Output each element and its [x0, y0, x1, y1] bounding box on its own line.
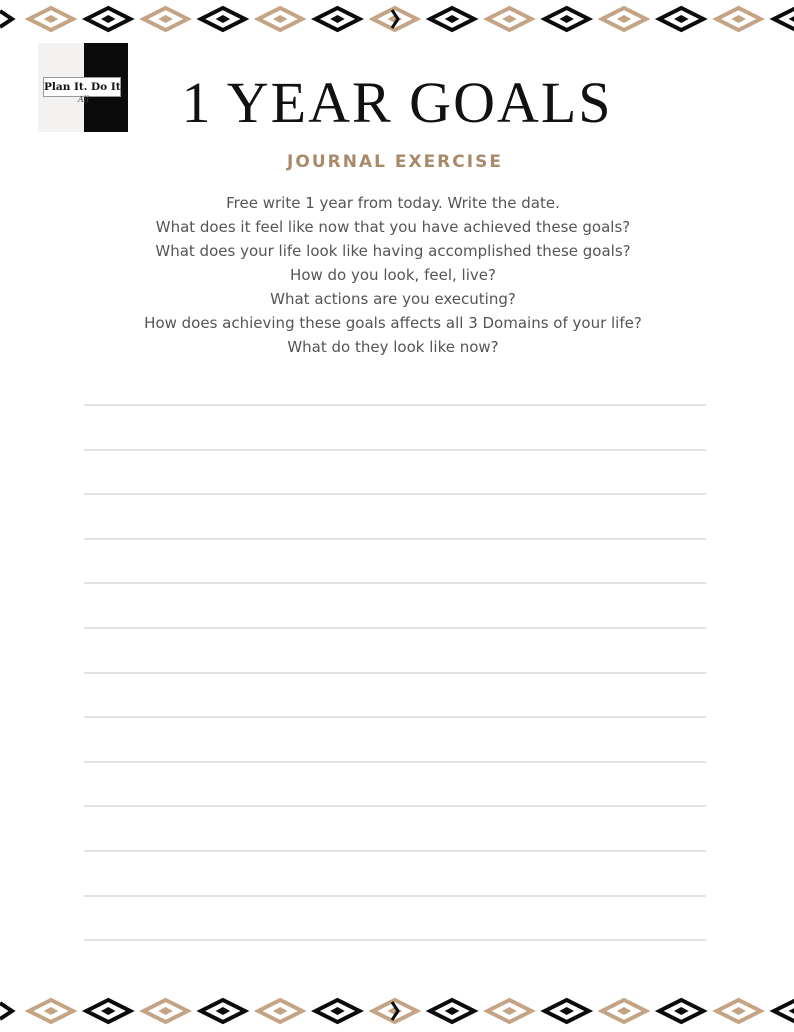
writing-line [84, 538, 706, 540]
prompt-line: What does it feel like now that you have achieved these goals? [155, 218, 631, 236]
black-diamond-ornament-center [559, 1007, 574, 1015]
gold-diamond-ornament-center [273, 1007, 288, 1015]
section-subtitle: JOURNAL EXERCISE [287, 152, 503, 172]
writing-line [84, 404, 706, 406]
gold-diamond-ornament-center [273, 15, 288, 23]
gold-diamond-ornament-center [158, 15, 173, 23]
edge-ornament [0, 1003, 12, 1019]
writing-line [84, 493, 706, 495]
black-diamond-ornament-center [216, 1007, 231, 1015]
writing-line [84, 805, 706, 807]
gold-diamond-ornament-center [44, 15, 59, 23]
black-diamond-ornament-center [101, 1007, 116, 1015]
black-diamond-ornament-center [330, 15, 345, 23]
gold-diamond-ornament-center [502, 1007, 517, 1015]
black-diamond-ornament-center [330, 1007, 345, 1015]
black-diamond-ornament-center [674, 15, 689, 23]
prompt-line: How do you look, feel, live? [290, 266, 496, 284]
writing-line [84, 850, 706, 852]
decorative-diamond-border-top [0, 0, 794, 40]
black-diamond-ornament-center [559, 15, 574, 23]
writing-line [84, 895, 706, 897]
writing-line [84, 582, 706, 584]
prompt-line: How does achieving these goals affects all 3 Domains of your life? [144, 314, 642, 332]
prompt-line: What do they look like now? [287, 338, 499, 356]
prompt-line: Free write 1 year from today. Write the date. [226, 194, 560, 212]
prompt-line: What actions are you executing? [270, 290, 516, 308]
black-diamond-ornament-center [674, 1007, 689, 1015]
writing-line [84, 761, 706, 763]
gold-diamond-ornament-center [44, 1007, 59, 1015]
page-title: 1 YEAR GOALS [181, 70, 613, 135]
black-diamond-ornament-center [445, 1007, 460, 1015]
gold-diamond-ornament-center [731, 1007, 746, 1015]
gold-diamond-ornament-center [731, 15, 746, 23]
black-diamond-ornament-center [789, 15, 794, 23]
black-diamond-ornament-center [789, 1007, 794, 1015]
black-diamond-ornament-center [445, 15, 460, 23]
gold-diamond-ornament-center [502, 15, 517, 23]
writing-line [84, 672, 706, 674]
black-diamond-ornament-center [216, 15, 231, 23]
gold-diamond-ornament-center [617, 15, 632, 23]
writing-line [84, 939, 706, 941]
edge-ornament [0, 11, 12, 27]
logo-script-text: All [78, 95, 89, 104]
writing-line [84, 627, 706, 629]
black-diamond-ornament-center [101, 15, 116, 23]
writing-line [84, 449, 706, 451]
gold-diamond-ornament-center [617, 1007, 632, 1015]
logo-text: Plan It. Do It. [43, 77, 121, 97]
decorative-diamond-border-bottom [0, 992, 794, 1032]
writing-line [84, 716, 706, 718]
prompt-line: What does your life look like having accomplished these goals? [155, 242, 631, 260]
journal-prompts [0, 191, 786, 359]
gold-diamond-ornament-center [158, 1007, 173, 1015]
